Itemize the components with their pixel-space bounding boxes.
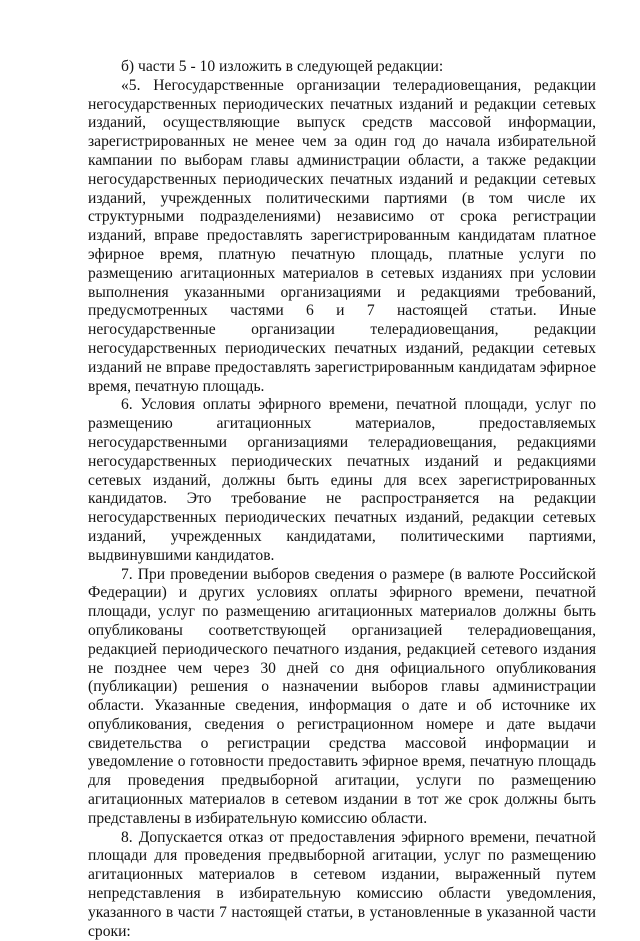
paragraph-part-7: 7. При проведении выборов сведения о размере (в валюте Российской Федерации) и других условиях оплаты эфирного времени, печатной площади, услуг по размещению агитационных материалов должны быть опубликованы соответствующей организацией телерадиовещания, редакцией периодического печатного издания, редакцией сетевого издания не позднее чем через 30 дней со дня официального опубликования (публикации) решения о назначении выборов главы администрации области. Указанные сведения, информация о дате и об источнике их опубликования, сведения о регистрационном номере и дате выдачи свидетельства о регистрации средства массовой информации и уведомление о готовности предоставить эфирное время, печатную площадь для проведения предвыборной агитации, услуги по размещению агитационных материалов в сетевом издании в тот же срок должны быть представлены в избирательную комиссию области. [88, 565, 596, 827]
paragraph-part-5: «5. Негосударственные организации телерадиовещания, редакции негосударственных периодических печатных изданий и редакции сетевых изданий, осуществляющие выпуск средств массовой информации, зарегистрированных не менее чем за один год до начала избирательной кампании по выборам главы администрации области, а также редакции негосударственных периодических печатных изданий и редакции сетевых изданий, учрежденных политическими партиями (в том числе их структурными подразделениями) независимо от срока регистрации изданий, вправе предоставлять зарегистрированным кандидатам платное эфирное время, платную печатную площадь, платные услуги по размещению агитационных материалов в сетевых изданиях при условии выполнения указанными организациями и редакциями требований, предусмотренных частями 6 и 7 настоящей статьи. Иные негосударственные организации телерадиовещания, редакции негосударственных периодических печатных изданий, редакции сетевых изданий не вправе предоставлять зарегистрированным кандидатам эфирное время, печатную площадь. [88, 76, 596, 395]
document-page [88, 58, 596, 941]
paragraph-part-8: 8. Допускается отказ от предоставления эфирного времени, печатной площади для проведения предвыборной агитации, услуг по размещению агитационных материалов в сетевом издании, выраженный путем непредставления в избирательную комиссию области уведомления, указанного в части 7 настоящей статьи, в установленные в указанной части сроки: [88, 828, 596, 940]
paragraph-intro: б) части 5 - 10 изложить в следующей редакции: [121, 58, 444, 75]
paragraph-part-6: 6. Условия оплаты эфирного времени, печатной площади, услуг по размещению агитационных материалов, предоставляемых негосударственными организациями телерадиовещания, редакциями негосударственных периодических печатных изданий и редакциями сетевых изданий, должны быть едины для всех зарегистрированных кандидатов. Это требование не распространяется на редакции негосударственных периодических печатных изданий, редакции сетевых изданий, учрежденных кандидатами, политическими партиями, выдвинувшими кандидатов. [88, 396, 596, 564]
